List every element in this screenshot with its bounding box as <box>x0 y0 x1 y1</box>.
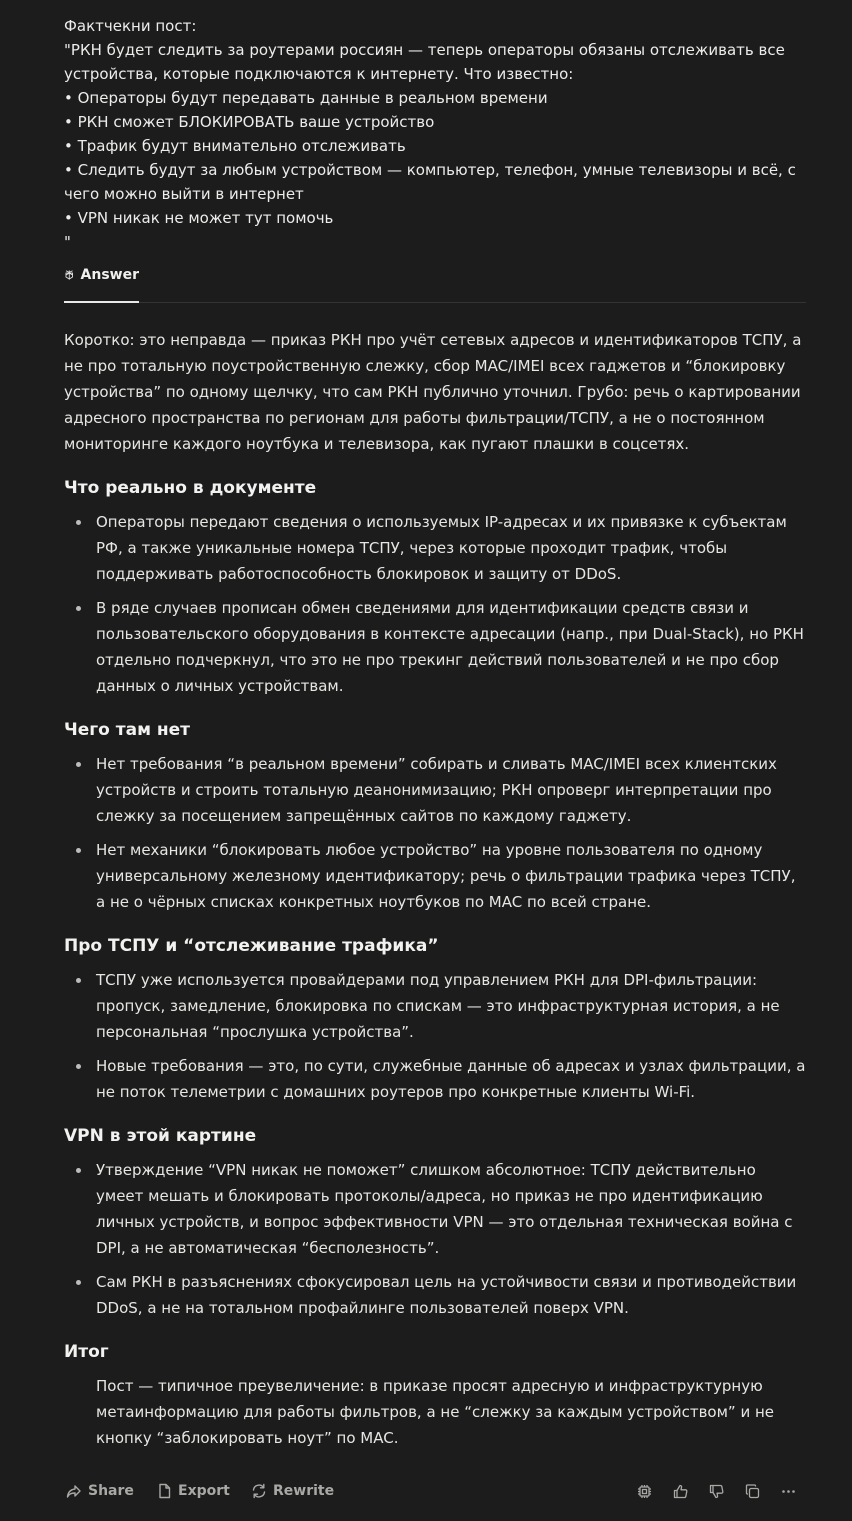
thumbs-down-icon <box>709 1484 724 1499</box>
answer-intro: Коротко: это неправда — приказ РКН про учёт сетевых адресов и идентификаторов ТСПУ, а не про тотальную поустройственную слежку, сбор MAC/IMEI всех гаджетов и “блокировку устройства” по одному щелчку, что сам РКН публично уточнил. Грубо: речь о картировании адресного пространства по регионам для работы фильтрации/ТСПУ, а не о постоянном мониторинге каждого ноутбука и телевизора, как пугают плашки в соцсетях. <box>64 331 802 453</box>
section-heading: VPN в этой картине <box>64 1126 257 1146</box>
summary-text: Пост — типичное преувеличение: в приказе просят адресную и инфраструктурную метаинформацию для работы фильтров, а не “слежку за каждым устройством” и не кнопку “заблокировать ноут” по MAC. <box>96 1377 775 1447</box>
answer-body <box>64 327 806 1451</box>
list-item: Сам РКН в разъяснениях сфокусировал цель на устойчивости связи и противодействии DDoS, а не на тотальном профайлинге пользователей поверх VPN. <box>64 1269 806 1321</box>
question-line: • РКН сможет БЛОКИРОВАТЬ ваше устройство <box>64 113 435 131</box>
list-item: В ряде случаев прописан обмен сведениями для идентификации средств связи и пользовательского оборудования в контексте адресации (напр., при Dual-Stack), но РКН отдельно подчеркнул, что это не про трекинг действий пользователей и не про сбор данных о личных устройствам. <box>64 595 806 699</box>
list-item: Операторы передают сведения о используемых IP-адресах и их привязке к субъектам РФ, а также уникальные номера ТСПУ, через которые проходит трафик, чтобы поддерживать работоспособность блокировок и защиту от DDoS. <box>64 509 806 587</box>
list-item: Нет механики “блокировать любое устройство” на уровне пользователя по одному универсальному железному идентификатору; речь о фильтрации трафика через ТСПУ, а не о чёрных списках конкретных ноутбуков по MAC по всей стране. <box>64 837 806 915</box>
question-line: Фактчекни пост: <box>64 17 197 35</box>
list-item: Утверждение “VPN никак не поможет” слишком абсолютное: ТСПУ действительно умеет мешать и блокировать протоколы/адреса, но приказ не про идентификацию личных устройств, и вопрос эффективности VPN — это отдельная техническая война с DPI, а не автоматическая “бесполезность”. <box>64 1157 806 1261</box>
question-line: "РКН будет следить за роутерами россиян — теперь операторы обязаны отслеживать все <box>64 41 785 59</box>
copy-button[interactable] <box>742 1481 762 1501</box>
question-line: • VPN никак не может тут помочь <box>64 209 334 227</box>
answer-toolbar <box>64 1478 806 1504</box>
question-line: устройства, которые подключаются к интернету. Что известно: <box>64 65 574 83</box>
section-heading: Про ТСПУ и “отслеживание трафика” <box>64 936 439 956</box>
chip-icon <box>637 1484 652 1499</box>
section-heading: Чего там нет <box>64 720 191 740</box>
section-heading: Что реально в документе <box>64 478 317 498</box>
question-line: • Следить будут за любым устройством — компьютер, телефон, умные телевизоры и всё, с <box>64 161 796 179</box>
section-list <box>64 751 806 915</box>
rewrite-icon <box>251 1483 267 1499</box>
list-item: Новые требования — это, по сути, служебные данные об адресах и узлах фильтрации, а не поток телеметрии с домашних роутеров про конкретные клиенты Wi-Fi. <box>64 1053 806 1105</box>
more-options-button[interactable] <box>778 1481 798 1501</box>
answer-tabs <box>64 258 806 303</box>
tab-answer[interactable] <box>64 258 139 303</box>
share-button[interactable] <box>66 1478 134 1504</box>
section-list <box>64 967 806 1105</box>
export-button[interactable] <box>157 1478 230 1504</box>
rewrite-label: Rewrite <box>273 1483 335 1499</box>
question-line: " <box>64 233 71 251</box>
summary-heading: Итог <box>64 1342 109 1362</box>
user-question <box>64 14 806 254</box>
thumbs-up-icon <box>673 1484 688 1499</box>
rewrite-button[interactable] <box>251 1478 334 1504</box>
share-icon <box>66 1483 82 1499</box>
more-icon <box>781 1484 796 1499</box>
export-label: Export <box>178 1483 230 1499</box>
share-label: Share <box>88 1483 134 1499</box>
answer-logo-icon <box>64 267 75 283</box>
section-list <box>64 1157 806 1321</box>
thumbs-down-button[interactable] <box>706 1481 726 1501</box>
tab-answer-label: Answer <box>80 267 139 283</box>
section-list <box>64 509 806 699</box>
question-line: • Операторы будут передавать данные в реальном времени <box>64 89 548 107</box>
copy-icon <box>745 1484 760 1499</box>
document-icon <box>157 1483 172 1499</box>
thumbs-up-button[interactable] <box>670 1481 690 1501</box>
list-item: ТСПУ уже используется провайдерами под управлением РКН для DPI-фильтрации: пропуск, замедление, блокировка по спискам — это инфраструктурная история, а не персональная “прослушка устройства”. <box>64 967 806 1045</box>
sources-button[interactable] <box>634 1481 654 1501</box>
question-line: • Трафик будут внимательно отслеживать <box>64 137 406 155</box>
question-line: чего можно выйти в интернет <box>64 185 304 203</box>
list-item: Нет требования “в реальном времени” собирать и сливать MAC/IMEI всех клиентских устройств и строить тотальную деанонимизацию; РКН опроверг интерпретации про слежку за посещением запрещённых сайтов по каждому гаджету. <box>64 751 806 829</box>
